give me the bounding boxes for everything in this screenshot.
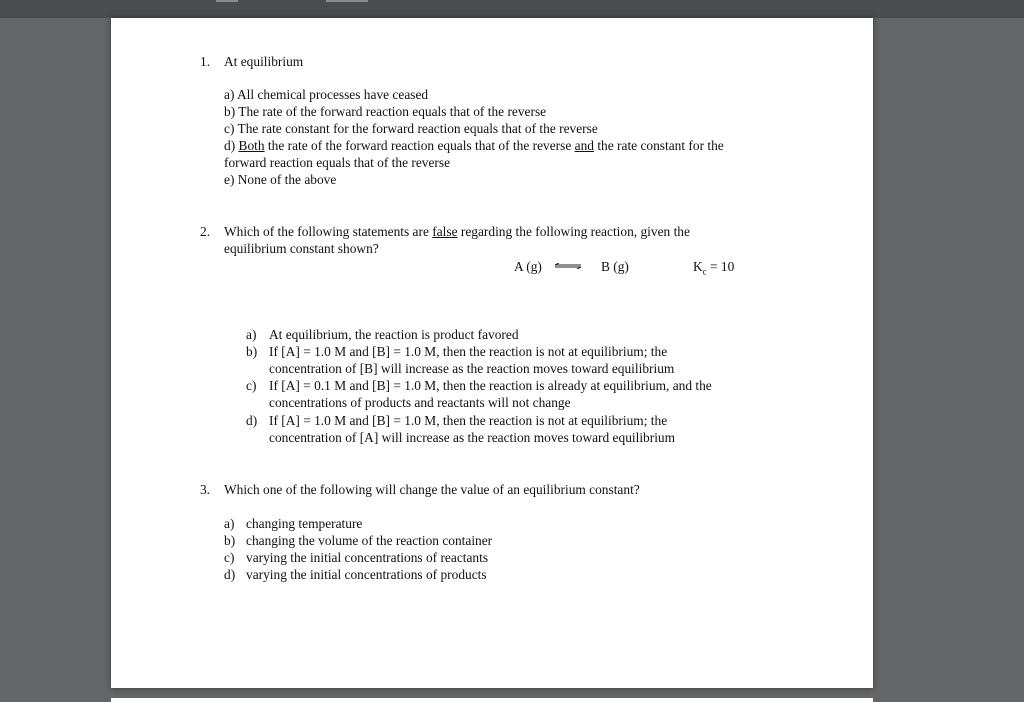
k-value: = 10 — [706, 259, 735, 274]
reaction-reactant: A (g) — [514, 259, 542, 274]
viewer-toolbar — [0, 0, 1024, 18]
question-1-number: 1. — [200, 54, 211, 69]
q1-option-d — [224, 137, 724, 154]
q2-option-c-text-line2: concentrations of products and reactants will not change — [269, 395, 571, 410]
option-letter: c) — [224, 121, 235, 136]
q2-option-a-text: At equilibrium, the reaction is product favored — [269, 327, 519, 342]
reaction-product: B (g) — [601, 259, 629, 274]
option-text: the rate of the forward reaction equals that of the reverse — [264, 138, 575, 153]
toolbar-tab-indicator — [216, 0, 238, 2]
question-3-stem: Which one of the following will change the value of an equilibrium constant? — [224, 482, 640, 497]
q2-option-c-text: If [A] = 0.1 M and [B] = 1.0 M, then the reaction is already at equilibrium, and the — [269, 378, 712, 393]
q3-option-d-text: varying the initial concentrations of products — [246, 567, 487, 582]
q2-option-b-text-line2: concentration of [B] will increase as the reaction moves toward equilibrium — [269, 361, 675, 376]
underlined-word: false — [432, 224, 458, 239]
q3-option-a-text: changing temperature — [246, 516, 363, 531]
q3-option-c-letter: c) — [224, 550, 235, 565]
option-letter: e) — [224, 172, 235, 187]
equilibrium-constant — [693, 258, 734, 281]
stem-text: Which of the following statements are — [224, 224, 433, 239]
k-label: K — [693, 259, 703, 274]
q1-option-e — [224, 171, 336, 188]
stem-text: regarding the following reaction, given the — [457, 224, 690, 239]
q3-option-a-letter: a) — [224, 516, 235, 531]
equilibrium-arrow-icon — [554, 263, 582, 269]
option-text: The rate constant for the forward reaction equals that of the reverse — [237, 121, 598, 136]
option-letter: a) — [224, 87, 235, 102]
question-3-number: 3. — [200, 482, 211, 497]
q1-option-a — [224, 86, 428, 103]
question-2-stem-line2: equilibrium constant shown? — [224, 241, 379, 256]
q2-option-d-text: If [A] = 1.0 M and [B] = 1.0 M, then the reaction is not at equilibrium; the — [269, 413, 668, 428]
option-letter: b) — [224, 104, 236, 119]
q2-option-d-text-line2: concentration of [A] will increase as the reaction moves toward equilibrium — [269, 430, 676, 445]
q2-option-a-letter: a) — [246, 327, 257, 342]
question-1-stem: At equilibrium — [224, 54, 304, 69]
q2-option-b-letter: b) — [246, 344, 258, 359]
option-letter: d) — [224, 138, 236, 153]
q3-option-c-text: varying the initial concentrations of reactants — [246, 550, 489, 565]
option-text: the rate constant for the — [593, 138, 724, 153]
q2-option-c-letter: c) — [246, 378, 257, 393]
underlined-word: Both — [238, 138, 265, 153]
q2-option-b-text: If [A] = 1.0 M and [B] = 1.0 M, then the reaction is not at equilibrium; the — [269, 344, 668, 359]
q1-option-c — [224, 120, 598, 137]
q3-option-d-letter: d) — [224, 567, 236, 582]
k-subscript: c — [702, 266, 707, 277]
underlined-word: and — [574, 138, 594, 153]
q1-option-b — [224, 103, 546, 120]
q3-option-b-text: changing the volume of the reaction container — [246, 533, 493, 548]
toolbar-tab-indicator — [326, 0, 368, 2]
question-2-number: 2. — [200, 224, 211, 239]
option-text: All chemical processes have ceased — [237, 87, 429, 102]
q1-option-d-continued: forward reaction equals that of the reverse — [224, 155, 451, 170]
option-text: None of the above — [237, 172, 337, 187]
option-text: The rate of the forward reaction equals that of the reverse — [238, 104, 547, 119]
next-page-edge — [111, 698, 873, 702]
document-page — [111, 18, 873, 688]
q2-option-d-letter: d) — [246, 413, 258, 428]
q3-option-b-letter: b) — [224, 533, 236, 548]
question-2-stem — [224, 223, 690, 240]
